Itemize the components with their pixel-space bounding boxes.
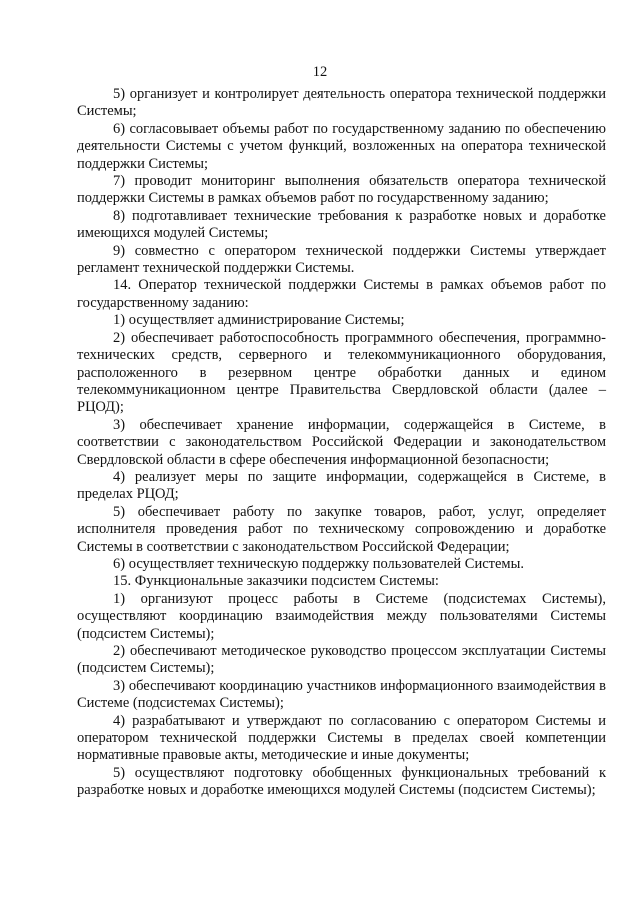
document-body — [77, 86, 606, 800]
paragraph: 9) совместно с оператором технической поддержки Системы утверждает регламент технической поддержки Системы. — [77, 242, 606, 277]
paragraph: 5) организует и контролирует деятельность оператора технической поддержки Системы; — [77, 86, 606, 120]
paragraph: 1) организуют процесс работы в Системе (подсистемах Системы), осуществляют координацию взаимодействия между пользователями Системы (подсистем Системы); — [77, 590, 606, 642]
paragraph: 3) обеспечивают координацию участников информационного взаимодействия в Системе (подсистемах Системы); — [77, 677, 606, 712]
paragraph: 3) обеспечивает хранение информации, содержащейся в Системе, в соответствии с законодательством Российской Федерации и законодательством Свердловской области в сфере обеспечения информационной безопасности; — [77, 416, 606, 468]
paragraph: 6) согласовывает объемы работ по государственному заданию по обеспечению деятельности Системы с учетом функций, возложенных на оператора технической поддержки Системы; — [77, 120, 606, 172]
section-heading-15: 15. Функциональные заказчики подсистем Системы: — [113, 573, 439, 590]
paragraph: 8) подготавливает технические требования к разработке новых и доработке имеющихся модулей Системы; — [77, 207, 606, 242]
page-number: 12 — [312, 64, 328, 80]
section-heading-14: 14. Оператор технической поддержки Системы в рамках объемов работ по государственному заданию: — [77, 277, 606, 311]
paragraph: 2) обеспечивают методическое руководство процессом эксплуатации Системы (подсистем Системы); — [77, 643, 606, 677]
paragraph: 1) осуществляет администрирование Системы; — [113, 312, 405, 329]
paragraph: 4) разрабатывают и утверждают по согласованию с оператором Системы и оператором технической поддержки Системы в пределах своей компетенции нормативные правовые акты, методические и иные документы; — [77, 712, 606, 764]
paragraph: 4) реализует меры по защите информации, содержащейся в Системе, в пределах РЦОД; — [77, 468, 606, 503]
paragraph: 5) осуществляют подготовку обобщенных функциональных требований к разработке новых и доработке имеющихся модулей Системы (подсистем Системы); — [77, 764, 606, 799]
paragraph: 5) обеспечивает работу по закупке товаров, работ, услуг, определяет исполнителя проведения работ по техническому сопровождению и доработке Системы в соответствии с законодательством Российской Федерации; — [77, 503, 606, 555]
paragraph: 7) проводит мониторинг выполнения обязательств оператора технической поддержки Системы в рамках объемов работ по государственному заданию; — [77, 173, 606, 207]
paragraph: 2) обеспечивает работоспособность программного обеспечения, программно-технических средств, серверного и телекоммуникационного оборудования, расположенного в резервном центре обработки данных и едином телекоммуникационном центре Правительства Свердловской области (далее – РЦОД); — [77, 329, 606, 416]
paragraph: 6) осуществляет техническую поддержку пользователей Системы. — [113, 555, 524, 572]
